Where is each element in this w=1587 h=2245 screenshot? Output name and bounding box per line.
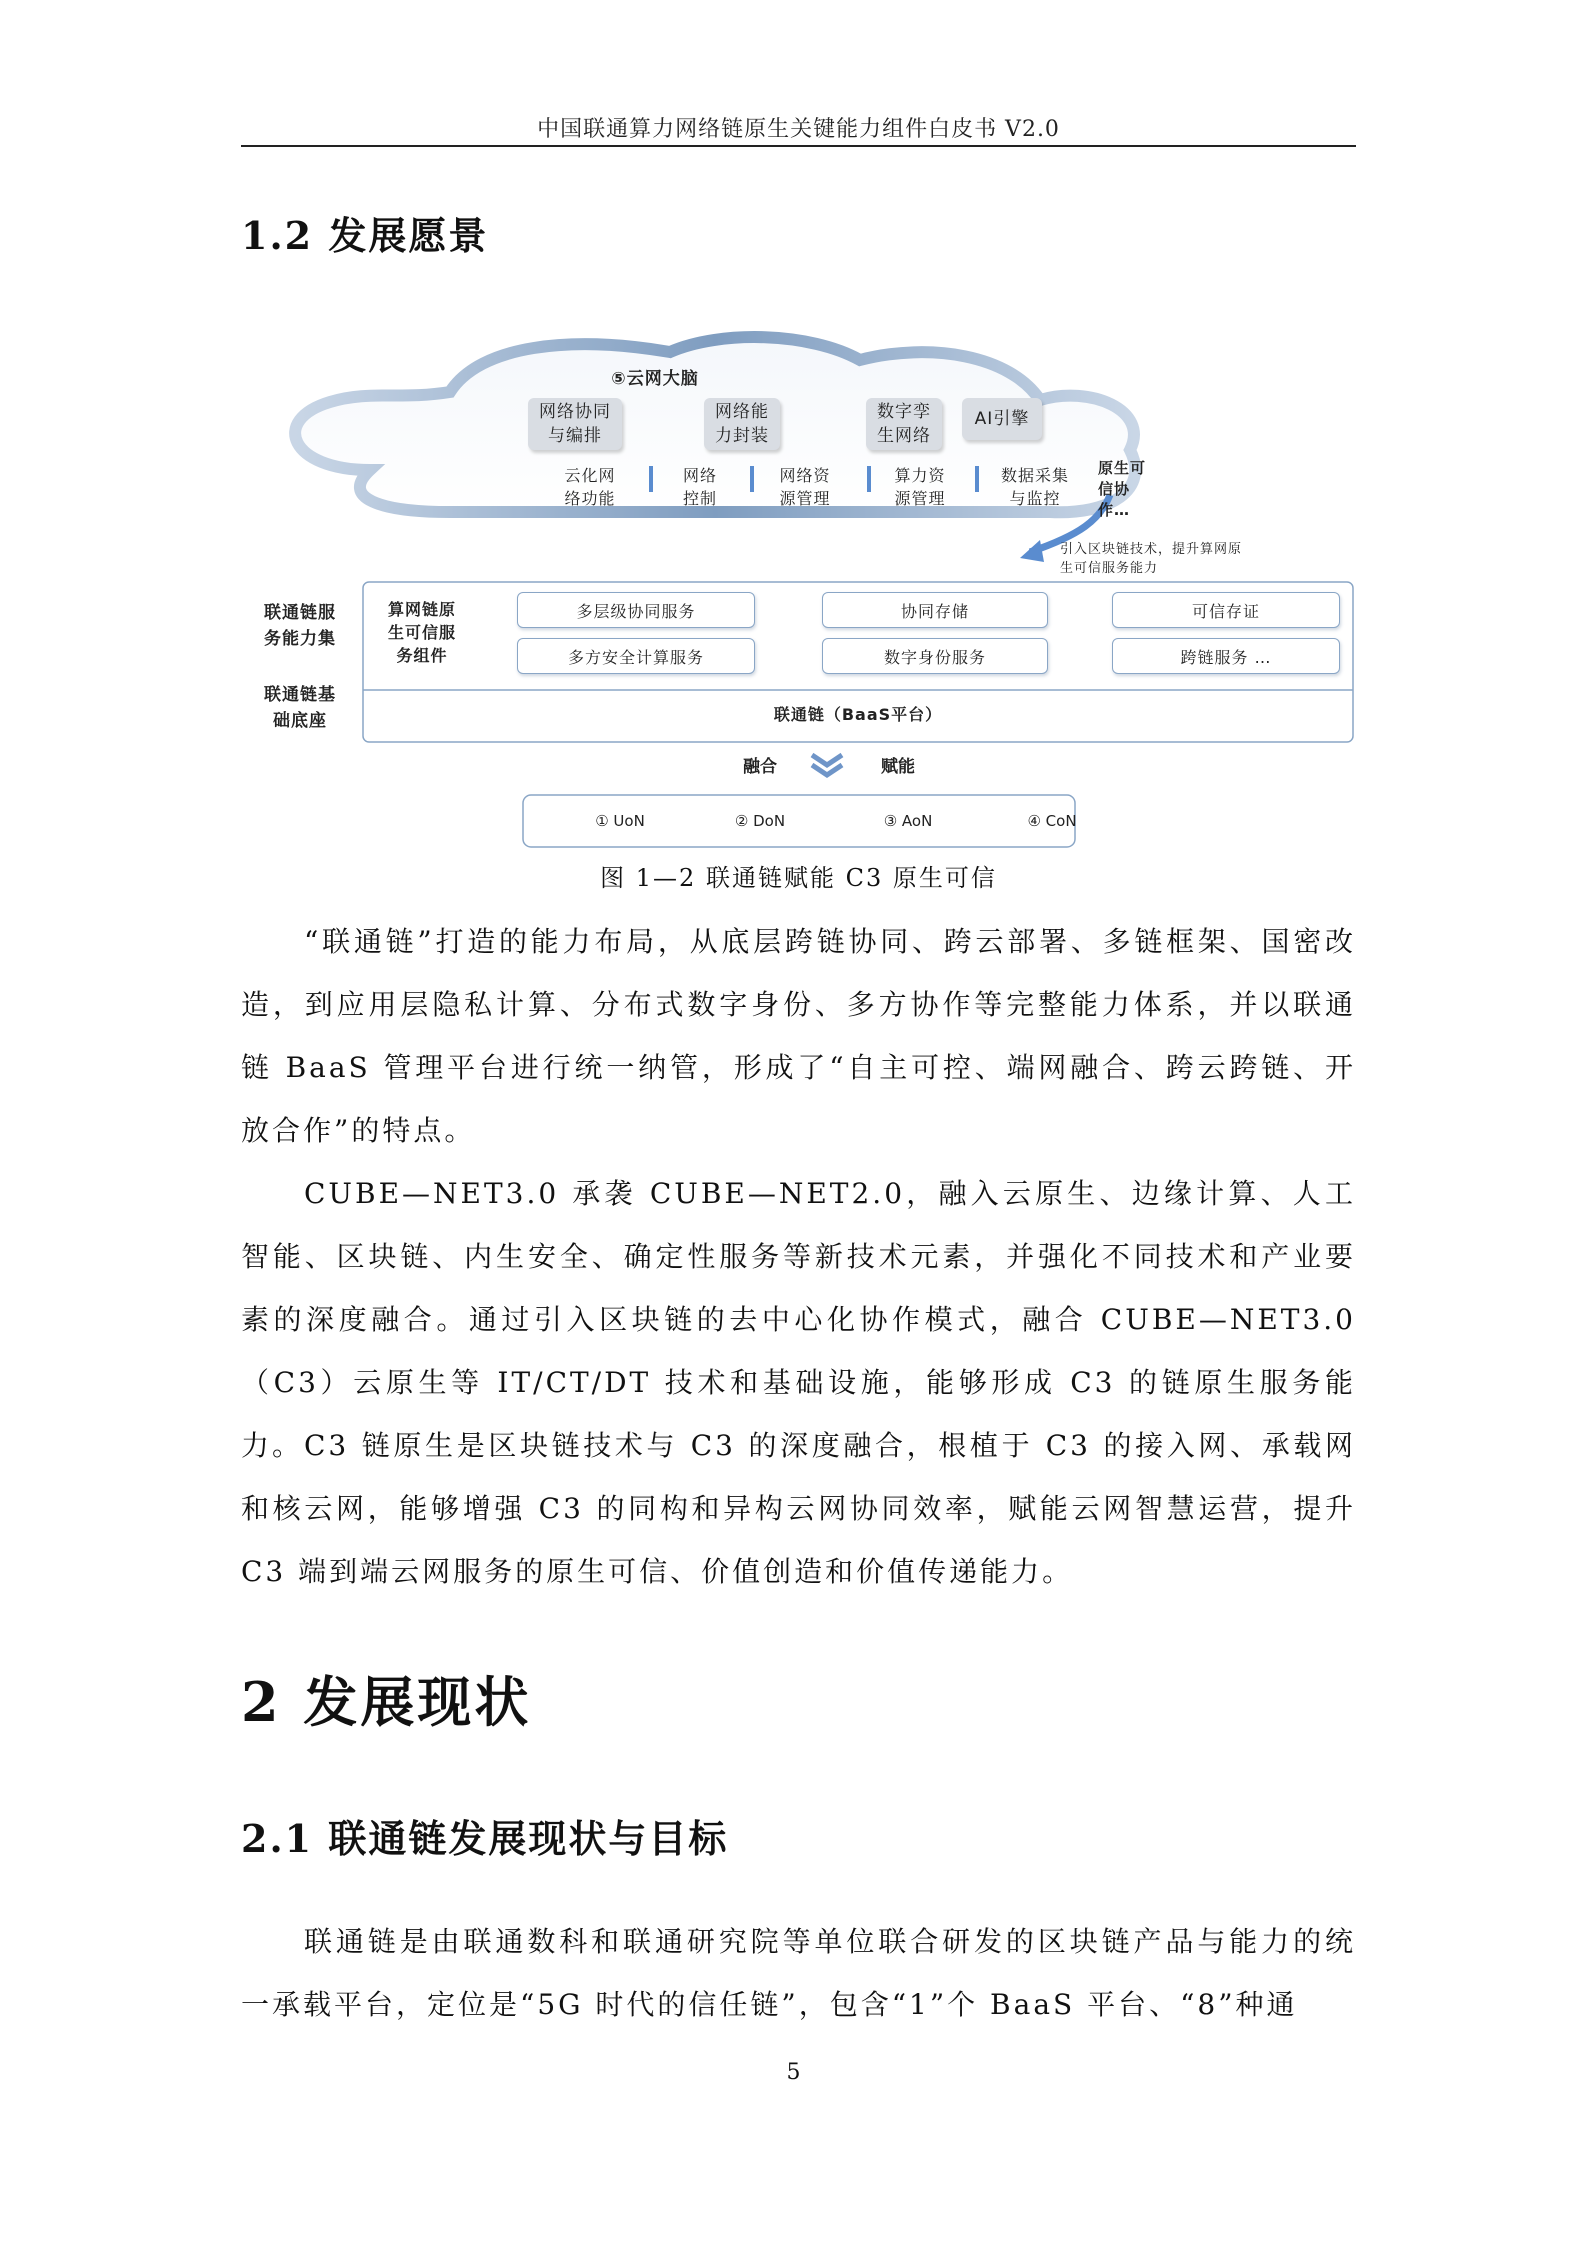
page-number: 5 <box>786 2060 801 2085</box>
service-box: 多层级协同服务 <box>517 592 755 628</box>
cloud-item-native-trust: 原生可 信协 作… <box>1098 459 1147 519</box>
double-chevron-icon <box>812 755 842 765</box>
fusion-right-label: 赋能 <box>881 757 915 777</box>
paragraph: CUBE—NET3.0 承袭 CUBE—NET2.0，融入云原生、边缘计算、人工智能、区块链、内生安全、确定性服务等新技术元素，并强化不同技术和产业要素的深度融合。通过引入区块链的去中心化协作模式，融合 CUBE—NET3.0（C3）云原生等 IT/CT/DT 技术和基础设施，能够形成 C3 的链原生服务能力。 <box>241 1177 1356 1462</box>
paragraph: “联通链”打造的能力布局，从底层跨链协同、跨云部署、多链框架、国密改造，到应用层隐私计算、分布式数字身份、多方协作等完整能力体系，并以联通链 BaaS 管理平台进行统一纳管，形成了“自主可控、端网融合、跨云跨链、开放合作”的特点。 <box>241 925 1356 1147</box>
cloud-item: 网络资 源管理 <box>779 466 831 508</box>
base-platform-label: 联通链（BaaS平台） <box>773 705 943 724</box>
cloud-item: 算力资 源管理 <box>894 466 946 508</box>
pill-network-orchestration: 网络协同 与编排 <box>528 398 622 450</box>
service-box: 可信存证 <box>1112 592 1340 628</box>
pill-digital-twin: 数字孪 生网络 <box>866 398 942 450</box>
service-box: 多方安全计算服务 <box>517 638 755 674</box>
header-rule <box>241 145 1356 147</box>
service-box: 跨链服务 … <box>1112 638 1340 674</box>
paragraph: C3 链原生是区块链技术与 C3 的深度融合，根植于 C3 的接入网、承载网和核云网，能够增强 C3 的同构和异构云网协同效率，赋能云网智慧运营，提升 C3 端到端云网服务的原生可信、价值创造和价值传递能力。 <box>241 1429 1356 1588</box>
section-heading-1-2: 1.2 发展愿景 <box>241 213 489 258</box>
figure-caption: 图 1—2 联通链赋能 C3 原生可信 <box>600 864 997 892</box>
network-aon: ③ AoN <box>883 812 933 830</box>
pill-ai-engine: AI引擎 <box>962 398 1042 440</box>
network-don: ② DoN <box>734 812 786 830</box>
left-label-base: 联通链基 础底座 <box>264 685 336 731</box>
section-heading-2-1: 2.1 联通链发展现状与目标 <box>241 1816 729 1861</box>
pill-network-capability: 网络能 力封装 <box>704 398 780 450</box>
left-label-service-set: 联通链服 务能力集 <box>264 603 336 649</box>
fusion-left-label: 融合 <box>743 757 777 777</box>
section-heading-2: 2 发展现状 <box>241 1670 532 1734</box>
cloud-item: 网络 控制 <box>682 466 717 508</box>
network-uon: ① UoN <box>595 812 645 830</box>
network-con: ④ CoN <box>1027 812 1077 830</box>
running-header: 中国联通算力网络链原生关键能力组件白皮书 V2.0 <box>537 117 1060 142</box>
component-label: 算网链原 生可信服 务组件 <box>387 600 456 665</box>
cloud-item: 数据采集 与监控 <box>1000 466 1069 508</box>
service-box: 协同存储 <box>822 592 1048 628</box>
paragraph: 联通链是由联通数科和联通研究院等单位联合研发的区块链产品与能力的统一承载平台，定位是“5G 时代的信任链”，包含“1”个 BaaS 平台、“8”种通 <box>241 1925 1356 2021</box>
service-box: 数字身份服务 <box>822 638 1048 674</box>
figure-c3-native-trust <box>250 330 1360 860</box>
cloud-brain-title: ⑤云网大脑 <box>611 369 699 389</box>
cloud-item: 云化网 络功能 <box>564 466 616 508</box>
arrow-note: 引入区块链技术，提升算网原 生可信服务能力 <box>1060 542 1243 576</box>
